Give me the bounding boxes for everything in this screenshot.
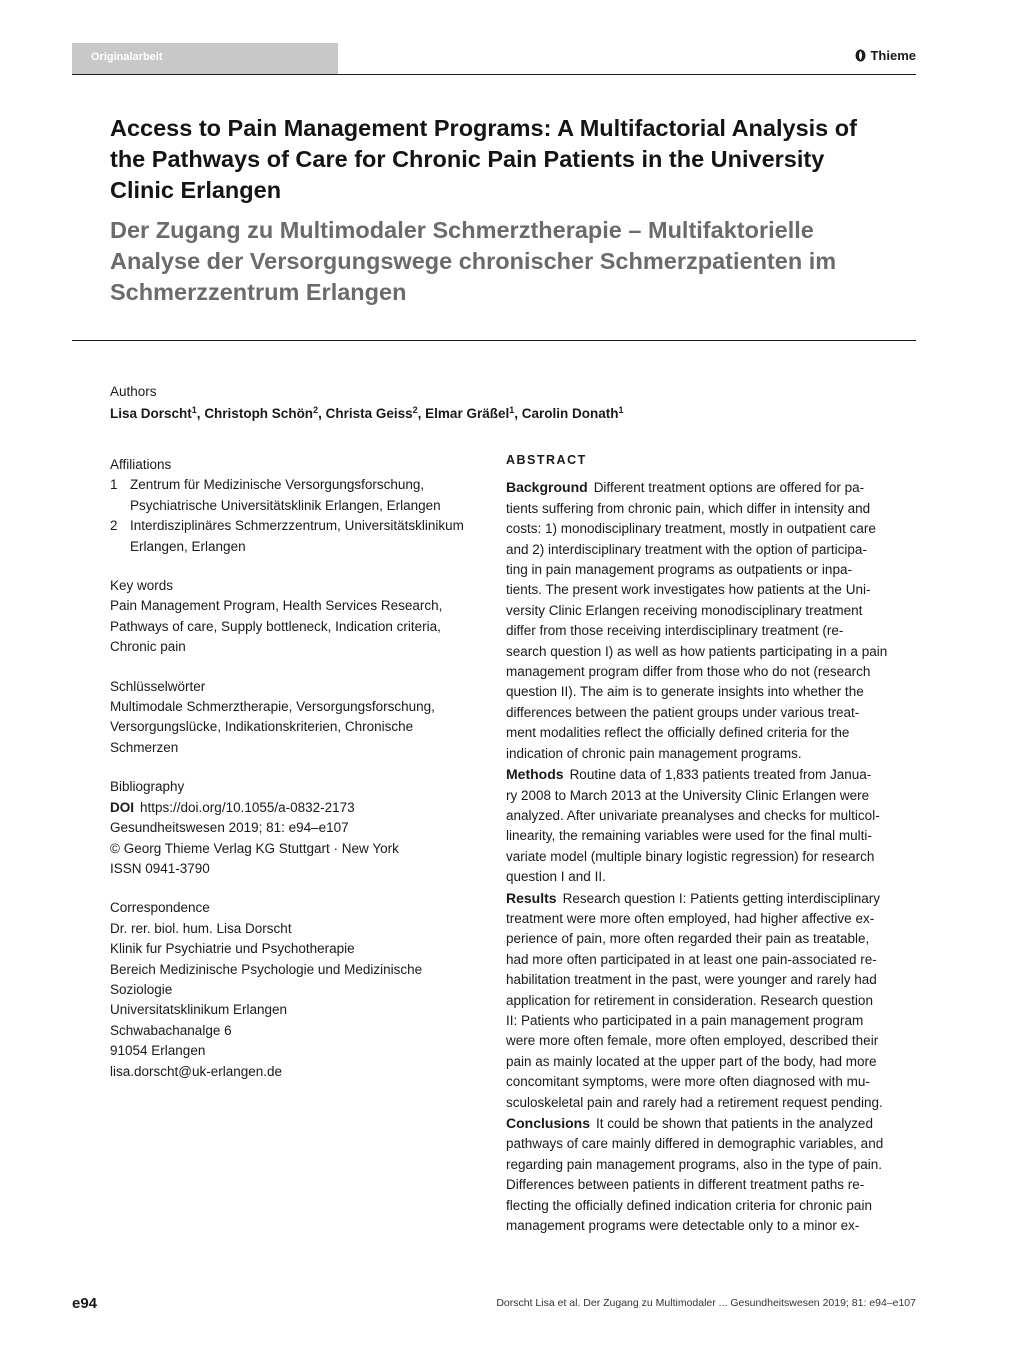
abstract-line: [506, 950, 878, 970]
affiliation-line: Zentrum für Medizinische Versorgungsforschung,: [130, 477, 425, 493]
correspondence-line: Schwabachanalge 6: [110, 1022, 232, 1038]
section-tag: [72, 43, 338, 74]
title-rule: [72, 340, 916, 341]
publisher-logo: [855, 48, 916, 63]
author-name: Elmar Gräßel: [425, 406, 510, 421]
abstract-text: had more often participated in at least one pain-associated re-: [506, 951, 877, 967]
schluesselwoerter-section: [110, 677, 485, 759]
title-line: Analyse der Versorgungswege chronischer Schmerzpatienten im: [110, 248, 837, 274]
abstract-heading: ABSTRACT: [506, 453, 587, 467]
abstract-text: variate model (multiple binary logistic regression) for research: [506, 848, 875, 864]
affiliation-line: Interdisziplinäres Schmerzzentrum, Universitätsklinikum: [130, 518, 464, 534]
abstract-text: application for retirement in consideration. Research question: [506, 992, 873, 1008]
abstract-line: [506, 929, 878, 949]
header-rule: [72, 74, 916, 75]
author-separator: ,: [514, 406, 522, 421]
author-affiliation-mark: 1: [191, 405, 197, 415]
abstract-section-label: Methods: [506, 766, 564, 783]
abstract-text: concomitant symptoms, were more often diagnosed with mu-: [506, 1074, 870, 1090]
abstract-line: [506, 764, 878, 785]
correspondence-line: 91054 Erlangen: [110, 1043, 206, 1059]
abstract-line: [506, 991, 878, 1011]
abstract-text: and 2) interdisciplinary treatment with the option of participa-: [506, 541, 867, 557]
authors-list: [110, 401, 624, 423]
bibliography-section: [110, 777, 485, 879]
abstract-line: [506, 867, 878, 887]
abstract-text: were more often female, more often employed, described their: [506, 1033, 879, 1049]
author-separator: ,: [318, 406, 326, 421]
doi-link[interactable]: https://doi.org/10.1055/a-0832-2173: [140, 799, 355, 815]
title-line: Clinic Erlangen: [110, 177, 282, 203]
affiliation-line: Erlangen, Erlangen: [130, 538, 246, 554]
abstract-line: [506, 847, 878, 867]
abstract-line: [506, 642, 888, 662]
footer-citation: Dorscht Lisa et al. Der Zugang zu Multimodaler ... Gesundheitswesen 2019; 81: e94–e107: [496, 1297, 916, 1309]
abstract-line: [506, 519, 878, 539]
abstract-text: question I and II.: [506, 869, 606, 885]
correspondence-line: Universitatsklinikum Erlangen: [110, 1002, 288, 1018]
abstract-text: treatment were more often employed, had higher affective ex-: [506, 910, 875, 926]
abstract-line: [506, 540, 878, 560]
page-number: e94: [72, 1295, 98, 1312]
correspondence-section: [110, 898, 485, 1082]
affiliation-number: 1: [110, 477, 118, 493]
bibliography-line: Gesundheitswesen 2019; 81: e94–e107: [110, 820, 349, 836]
abstract-line: [506, 621, 878, 641]
schluesselwoerter-line: Versorgungslücke, Indikationskriterien, Chronische: [110, 719, 414, 735]
correspondence-label: Correspondence: [110, 900, 210, 916]
author-separator: ,: [417, 406, 426, 421]
correspondence-line: Dr. rer. biol. hum. Lisa Dorscht: [110, 920, 292, 936]
affiliations-section: [110, 455, 485, 557]
schluesselwoerter-line: Multimodale Schmerztherapie, Versorgungsforschung,: [110, 699, 435, 715]
abstract-section-label: Conclusions: [506, 1115, 591, 1131]
bibliography-line: ISSN 0941-3790: [110, 860, 210, 876]
abstract-text: pathways of care mainly differed in demographic variables, and: [506, 1136, 884, 1152]
abstract-line: [506, 499, 878, 519]
abstract-text: ting in pain management programs as outpatients or inpa-: [506, 562, 852, 578]
bibliography-line: © Georg Thieme Verlag KG Stuttgart · New York: [110, 840, 399, 856]
abstract-section-label: Background: [506, 479, 588, 496]
affiliations-label: Affiliations: [110, 457, 172, 472]
abstract-line: [506, 1196, 878, 1216]
author-affiliation-mark: 2: [313, 405, 319, 415]
keywords-line: Chronic pain: [110, 639, 186, 655]
abstract-line: [506, 1134, 884, 1154]
abstract-text: linearity, the remaining variables were used for the final multi-: [506, 828, 872, 844]
abstract-text: flecting the officially defined indication criteria for chronic pain: [506, 1197, 872, 1213]
abstract-line: [506, 1052, 878, 1072]
abstract-text: Differences between patients in different treatment paths re-: [506, 1177, 865, 1193]
abstract-line: [506, 682, 878, 702]
keywords-label: Key words: [110, 578, 174, 594]
title-english: [110, 113, 900, 206]
correspondence-email[interactable]: lisa.dorscht@uk-erlangen.de: [110, 1063, 283, 1079]
abstract-text: differ from those receiving interdisciplinary treatment (re-: [506, 623, 844, 639]
title-line: Der Zugang zu Multimodaler Schmerztherapie – Multifaktorielle: [110, 217, 814, 243]
abstract-line: [506, 1011, 878, 1031]
abstract-text: Routine data of 1,833 patients treated from Janua-: [569, 767, 872, 783]
abstract-text: regarding pain management programs, also in the type of pain.: [506, 1156, 882, 1172]
abstract-text: management programs were detectable only to a minor ex-: [506, 1218, 860, 1234]
keywords-line: Pathways of care, Supply bottleneck, Indication criteria,: [110, 618, 441, 634]
affiliation-number: 2: [110, 518, 118, 534]
author-affiliation-mark: 1: [618, 405, 624, 415]
schluesselwoerter-line: Schmerzen: [110, 739, 179, 755]
abstract-text: habilitation treatment in the past, were younger and rarely had: [506, 972, 877, 988]
abstract-line: [506, 723, 878, 743]
abstract-text: Different treatment options are offered for pa-: [593, 480, 865, 496]
abstract-text: search question I) as well as how patients participating in a pain: [506, 643, 888, 659]
author-name: Lisa Dorscht: [110, 406, 192, 421]
abstract-text: pain as mainly located at the upper part of the body, had more: [506, 1053, 877, 1069]
section-tag-label: Originalarbeit: [91, 51, 163, 63]
abstract-line: [506, 1216, 878, 1236]
abstract-line: [506, 560, 878, 580]
abstract-line: [506, 703, 878, 723]
author-name: Carolin Donath: [521, 406, 619, 421]
abstract-line: [506, 662, 878, 682]
abstract-text: ment modalities reflect the officially defined criteria for the: [506, 725, 850, 741]
abstract-text: sculoskeletal pain and rarely had a retirement request pending.: [506, 1094, 883, 1110]
abstract-text: It could be shown that patients in the analyzed: [596, 1116, 873, 1131]
abstract-section-label: Results: [506, 889, 557, 906]
authors-label: Authors: [110, 384, 157, 399]
doi-line: [110, 798, 485, 818]
abstract-line: [506, 806, 878, 826]
author-affiliation-mark: 1: [509, 405, 515, 415]
abstract-line: [506, 826, 878, 846]
keywords-line: Pain Management Program, Health Services Research,: [110, 598, 443, 614]
abstract-line: [506, 580, 878, 600]
abstract-column: [506, 450, 888, 1236]
abstract-text: question II). The aim is to generate insights into whether the: [506, 684, 864, 700]
abstract-text: tients suffering from chronic pain, which differ in intensity and: [506, 500, 871, 516]
abstract-text: costs: 1) monodisciplinary treatment, mostly in outpatient care: [506, 521, 876, 537]
abstract-text: Research question I: Patients getting interdisciplinary: [562, 890, 880, 906]
author-affiliation-mark: 2: [412, 405, 418, 415]
abstract-text: indication of chronic pain management programs.: [506, 745, 802, 761]
abstract-text: ry 2008 to March 2013 at the University Clinic Erlangen were: [506, 787, 870, 803]
schluesselwoerter-label: Schlüsselwörter: [110, 678, 206, 694]
title-german: [110, 215, 900, 308]
title-line: Schmerzzentrum Erlangen: [110, 279, 407, 305]
author-separator: ,: [196, 406, 205, 421]
abstract-line: [506, 1155, 882, 1175]
author-name: Christoph Schön: [204, 406, 314, 421]
abstract-line: [506, 888, 878, 909]
publisher-name: Thieme: [870, 48, 916, 63]
abstract-line: [506, 744, 878, 764]
affiliation-item: [110, 516, 485, 557]
keywords-section: [110, 576, 485, 658]
correspondence-line: Bereich Medizinische Psychologie und Medizinische: [110, 961, 423, 977]
abstract-text: versity Clinic Erlangen receiving monodisciplinary treatment: [506, 602, 863, 618]
abstract-line: [506, 601, 878, 621]
abstract-text: analyzed. After univariate preanalyses and checks for multicol-: [506, 807, 880, 823]
bibliography-label: Bibliography: [110, 779, 185, 795]
abstract-line: [506, 1031, 878, 1051]
doi-label: DOI: [110, 799, 135, 815]
abstract-line: [506, 477, 878, 498]
title-line: Access to Pain Management Programs: A Multifactorial Analysis of: [110, 115, 857, 141]
abstract-line: [506, 1072, 878, 1092]
abstract-line: [506, 970, 878, 990]
abstract-line: [506, 786, 878, 806]
author-name: Christa Geiss: [325, 406, 413, 421]
abstract-line: [506, 1175, 878, 1195]
abstract-text: tients. The present work investigates how patients at the Uni-: [506, 582, 871, 598]
abstract-text: II: Patients who participated in a pain management program: [506, 1012, 864, 1028]
abstract-text: differences between the patient groups under various treat-: [506, 704, 860, 720]
abstract-text: perience of pain, more often regarded their pain as treatable,: [506, 931, 870, 947]
abstract-line: [506, 1093, 883, 1113]
affiliation-line: Psychiatrische Universitätsklinik Erlangen, Erlangen: [130, 497, 441, 513]
affiliation-item: [110, 475, 485, 516]
abstract-line: [506, 909, 878, 929]
correspondence-line: Klinik fur Psychiatrie und Psychotherapie: [110, 941, 355, 957]
title-line: the Pathways of Care for Chronic Pain Patients in the University: [110, 146, 825, 172]
article-info-column: [110, 455, 485, 1101]
abstract-text: management program differ from those who do not (research: [506, 664, 871, 680]
abstract-line: [506, 1113, 878, 1134]
thieme-icon: [855, 49, 866, 62]
correspondence-line: Soziologie: [110, 981, 173, 997]
